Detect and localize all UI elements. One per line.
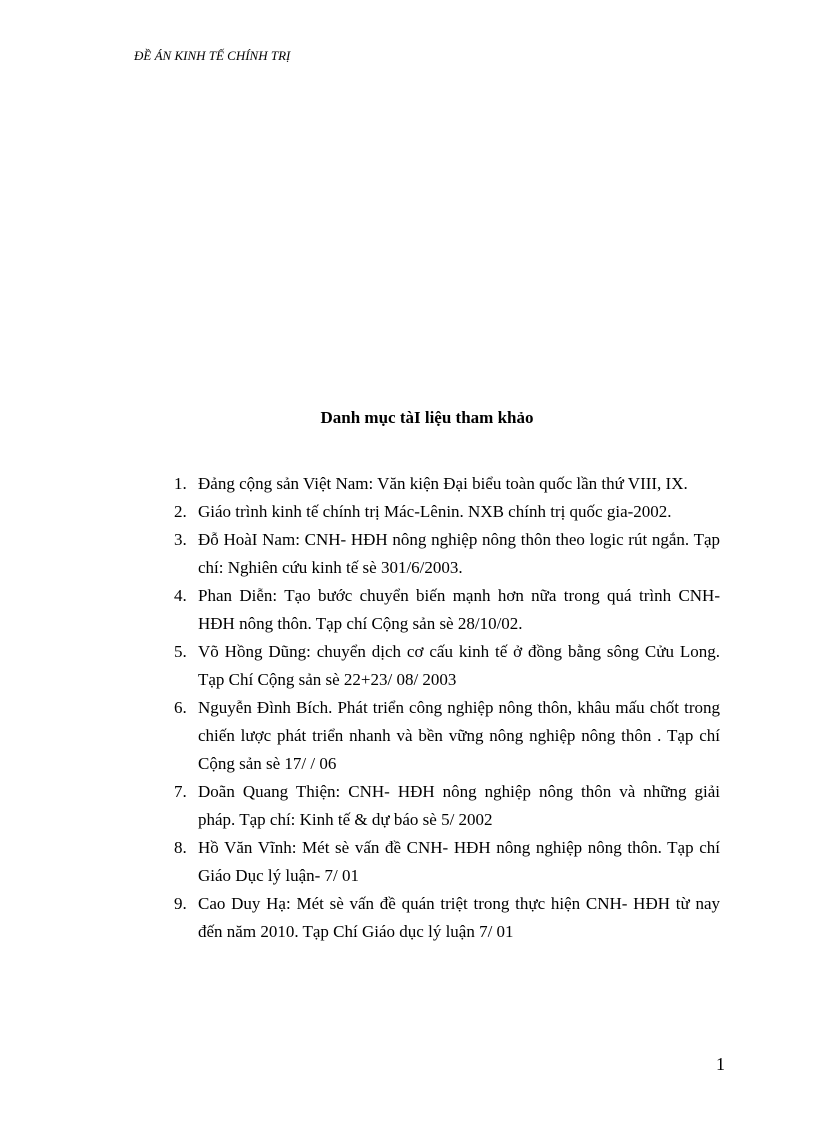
reference-number: 4. bbox=[174, 586, 187, 605]
reference-text: Đỗ HoàI Nam: CNH- HĐH nông nghiệp nông thôn theo logic rút ngắn. Tạp chí: Nghiên cứu kinh tế sè 301/6/2003. bbox=[198, 530, 720, 577]
reference-text: Hồ Văn Vĩnh: Mét sè vấn đề CNH- HĐH nông nghiệp nông thôn. Tạp chí Giáo Dục lý luận- 7/ 01 bbox=[198, 838, 720, 885]
list-item bbox=[174, 470, 720, 498]
list-item bbox=[174, 834, 720, 890]
reference-number: 3. bbox=[174, 530, 187, 549]
page-number: 1 bbox=[716, 1054, 725, 1074]
list-item bbox=[174, 778, 720, 834]
list-item bbox=[174, 694, 720, 778]
reference-text: Doãn Quang Thiện: CNH- HĐH nông nghiệp nông thôn và những giải pháp. Tạp chí: Kinh tế & dự báo sè 5/ 2002 bbox=[198, 782, 720, 829]
reference-text: Võ Hồng Dũng: chuyển dịch cơ cấu kinh tế ở đồng bằng sông Cửu Long. Tạp Chí Cộng sản sè 22+23/ 08/ 2003 bbox=[198, 642, 720, 689]
page-title: Danh mục tàI liệu tham khảo bbox=[320, 408, 534, 427]
reference-number: 2. bbox=[174, 502, 187, 521]
reference-text: Phan Diễn: Tạo bước chuyển biến mạnh hơn nữa trong quá trình CNH- HĐH nông thôn. Tạp chí Cộng sản sè 28/10/02. bbox=[198, 586, 720, 633]
reference-number: 7. bbox=[174, 782, 187, 801]
reference-number: 1. bbox=[174, 474, 187, 493]
list-item bbox=[174, 638, 720, 694]
reference-text: Đảng cộng sản Việt Nam: Văn kiện Đại biểu toàn quốc lần thứ VIII, IX. bbox=[198, 474, 688, 493]
reference-text: Nguyễn Đình Bích. Phát triển công nghiệp nông thôn, khâu mấu chốt trong chiến lược phát triển nhanh và bền vững nông nghiệp nông thôn . Tạp chí Cộng sản sè 17/ / 06 bbox=[198, 698, 720, 773]
list-item bbox=[174, 582, 720, 638]
reference-list bbox=[174, 470, 720, 946]
reference-text: Giáo trình kinh tế chính trị Mác-Lênin. NXB chính trị quốc gia-2002. bbox=[198, 502, 672, 521]
list-item bbox=[174, 526, 720, 582]
reference-number: 5. bbox=[174, 642, 187, 661]
reference-number: 8. bbox=[174, 838, 187, 857]
reference-number: 6. bbox=[174, 698, 187, 717]
list-item bbox=[174, 498, 720, 526]
reference-number: 9. bbox=[174, 894, 187, 913]
list-item bbox=[174, 890, 720, 946]
running-header: ĐỀ ÁN KINH TẾ CHÍNH TRỊ bbox=[134, 48, 291, 63]
reference-text: Cao Duy Hạ: Mét sè vấn đề quán triệt trong thực hiện CNH- HĐH từ nay đến năm 2010. Tạp Chí Giáo dục lý luận 7/ 01 bbox=[198, 894, 720, 941]
